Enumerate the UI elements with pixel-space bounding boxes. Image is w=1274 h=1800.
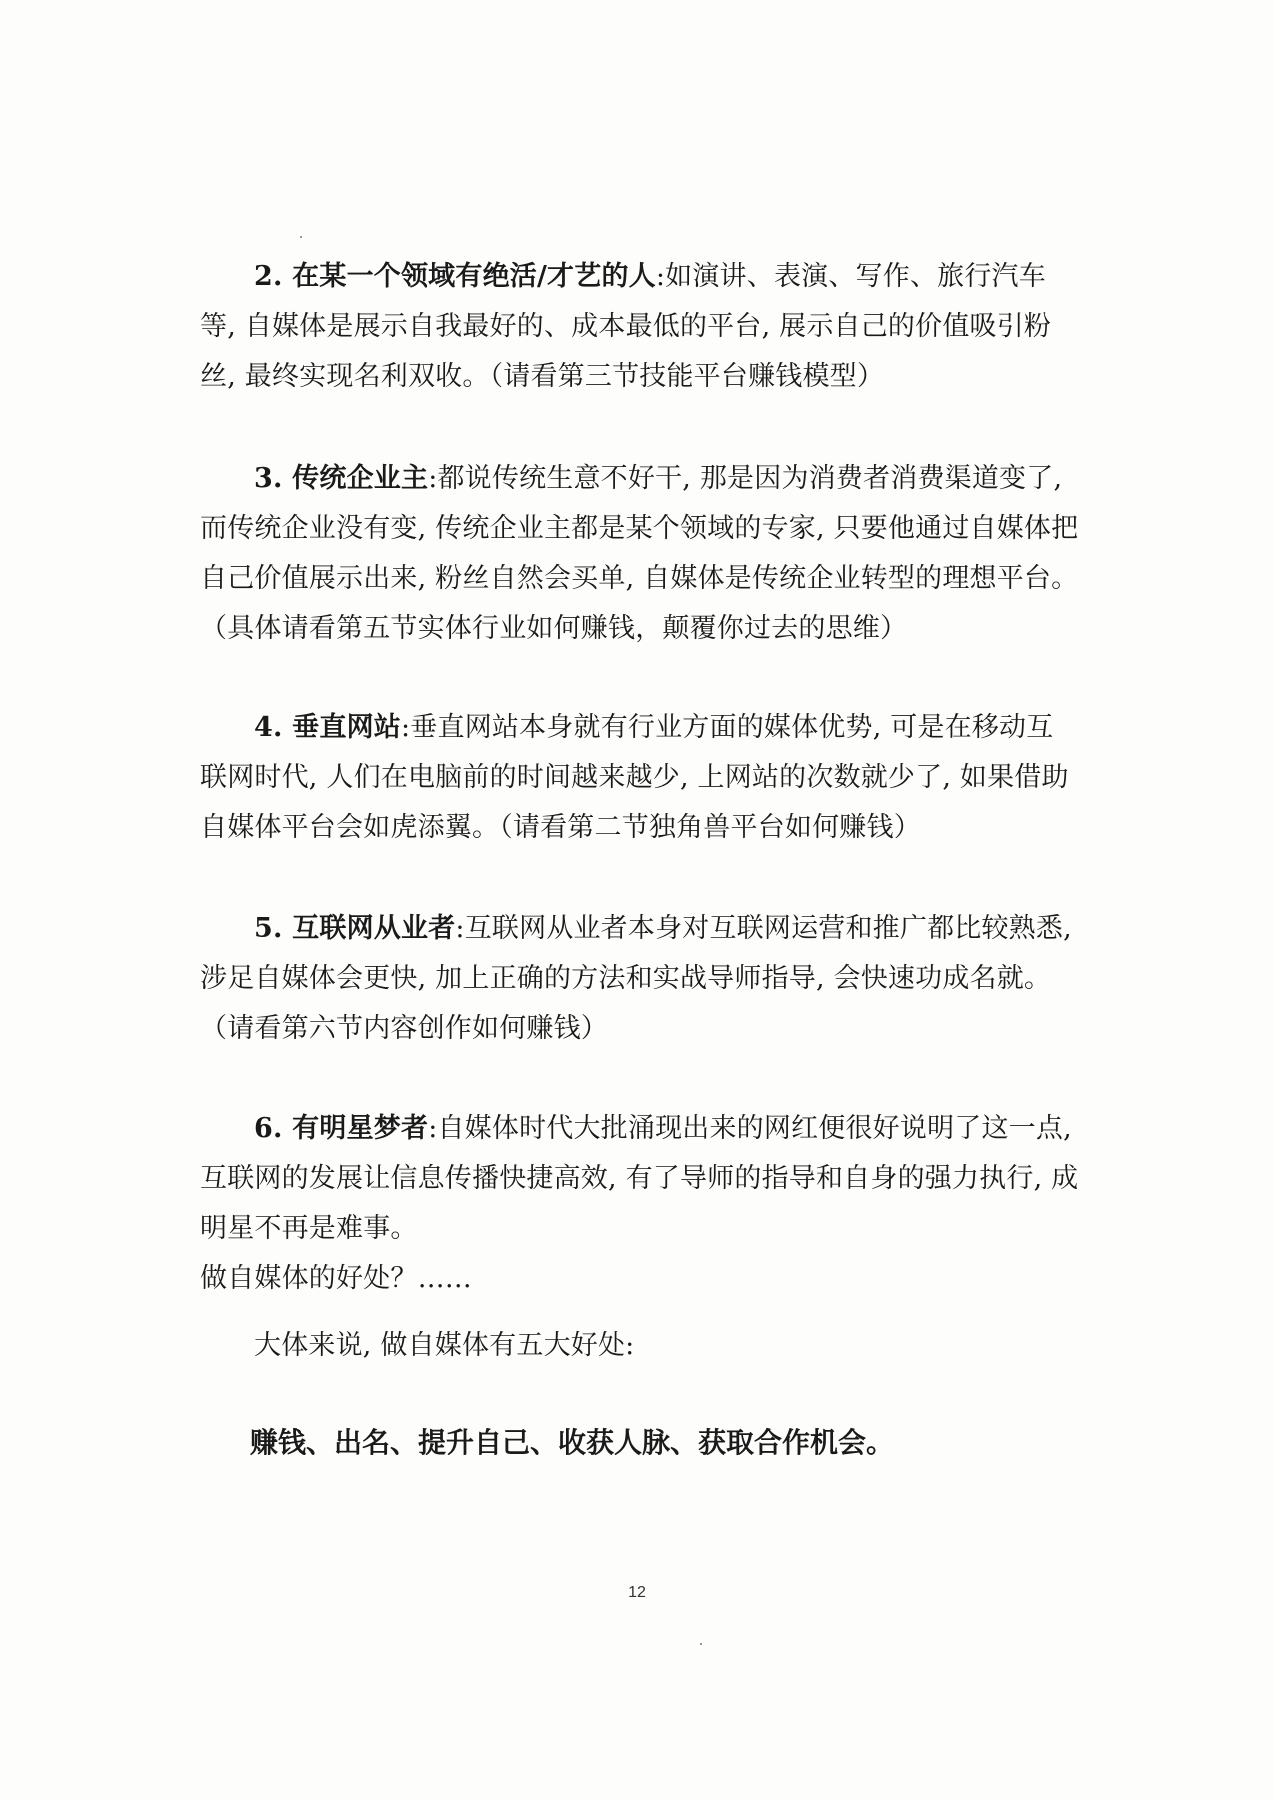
paragraph-lead: 6. 有明星梦者 <box>254 1113 429 1144</box>
scan-speck <box>700 1643 702 1645</box>
paragraph-separator: : <box>455 913 465 944</box>
paragraph-body: 互联网从业者本身对互联网运营和推广都比较熟悉, 涉足自媒体会更快, 加上正确的方法和实战导师指导, 会快速功成名就。（请看第六节内容创作如何赚钱） <box>200 913 1072 1044</box>
paragraph-lead: 2. 在某一个领域有绝活/才艺的人 <box>254 261 656 292</box>
paragraph-body: 如演讲、表演、写作、旅行汽车等, 自媒体是展示自我最好的、成本最低的平台, 展示自己的价值吸引粉丝, 最终实现名利双收。（请看第三节技能平台赚钱模型） <box>200 261 1052 392</box>
paragraph-body: 都说传统生意不好干, 那是因为消费者消费渠道变了, 而传统企业没有变, 传统企业主都是某个领域的专家, 只要他通过自媒体把自己价值展示出来, 粉丝自然会买单, 自媒体是传统企业转型的理想平台。（具体请看第五节实体行业如何赚钱，颠覆你过去的思维） <box>200 463 1079 644</box>
paragraph-5 <box>200 904 1080 1054</box>
paragraph-separator: : <box>428 1113 438 1144</box>
question-line: 做自媒体的好处？…… <box>200 1263 472 1294</box>
paragraph-separator: : <box>655 261 666 292</box>
scan-speck <box>300 236 302 238</box>
paragraph-3 <box>200 454 1080 654</box>
paragraph-lead: 3. 传统企业主 <box>254 463 429 494</box>
paragraph-lead: 4. 垂直网站 <box>254 712 401 743</box>
summary-line: 大体来说, 做自媒体有五大好处: <box>254 1330 635 1361</box>
paragraph-separator: : <box>401 712 411 743</box>
paragraph-lead: 5. 互联网从业者 <box>254 913 456 944</box>
summary-block <box>200 1321 1080 1371</box>
paragraph-body: 自媒体时代大批涌现出来的网红便很好说明了这一点, 互联网的发展让信息传播快捷高效, 有了导师的指导和自身的强力执行, 成明星不再是难事。 <box>200 1113 1079 1244</box>
paragraph-2 <box>200 252 1080 402</box>
paragraph-6 <box>200 1104 1080 1304</box>
paragraph-4 <box>200 703 1080 853</box>
page-number: 12 <box>628 1584 646 1601</box>
paragraph-body: 垂直网站本身就有行业方面的媒体优势, 可是在移动互联网时代, 人们在电脑前的时间越来越少, 上网站的次数就少了, 如果借助自媒体平台会如虎添翼。（请看第二节独角兽平台如何赚钱） <box>200 712 1069 843</box>
paragraph-separator: : <box>428 463 438 494</box>
benefits-line: 赚钱、出名、提升自己、收获人脉、获取合作机会。 <box>250 1426 895 1459</box>
